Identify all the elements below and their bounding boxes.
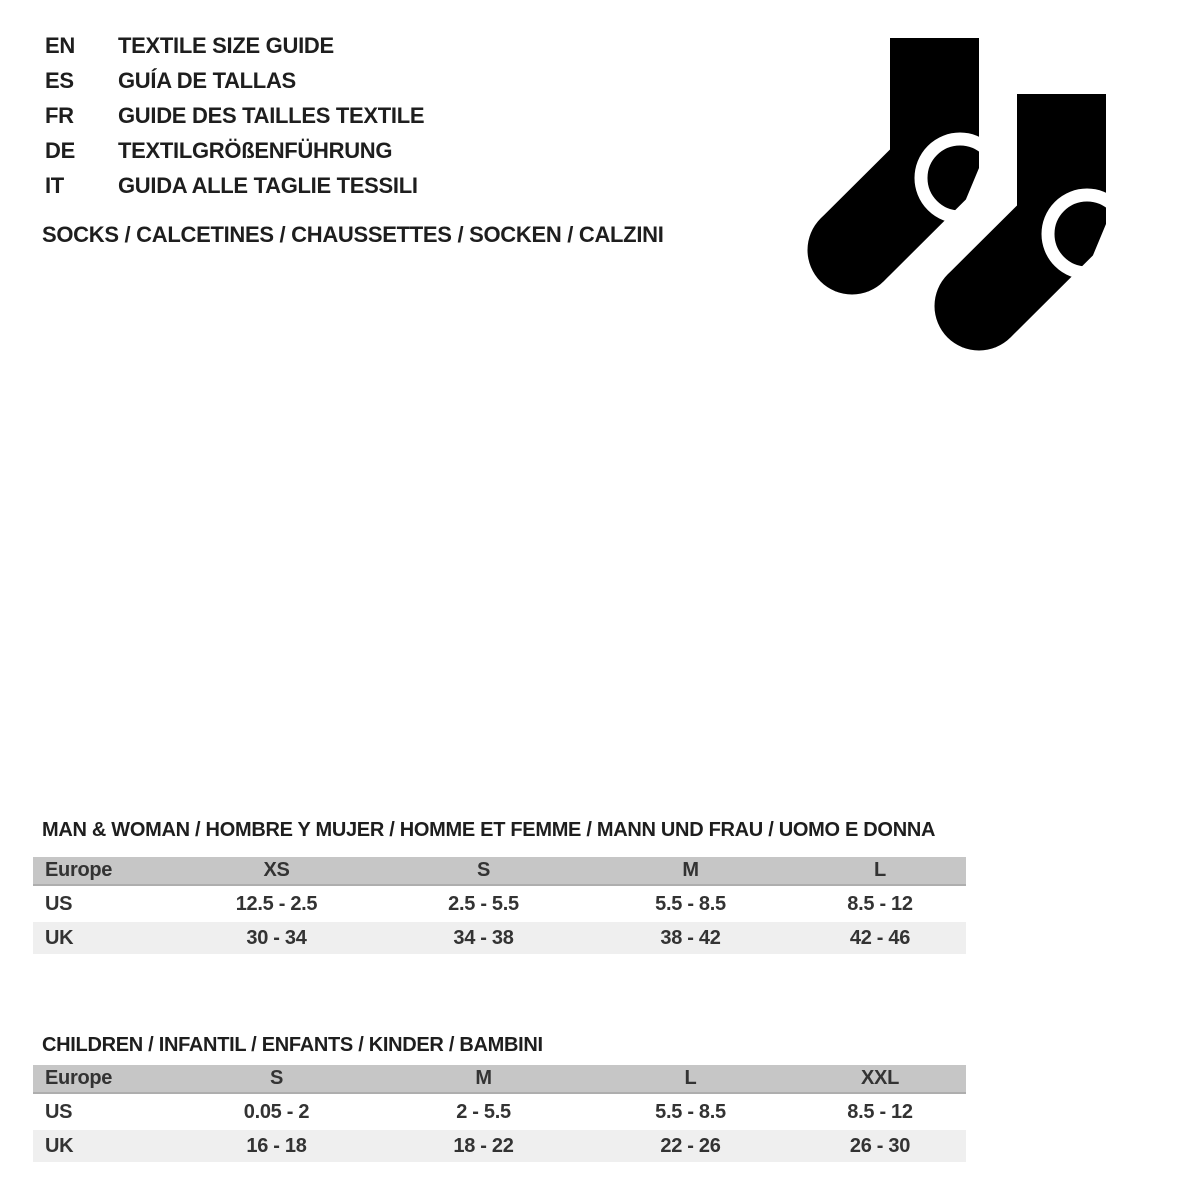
size-cell: 38 - 42 bbox=[660, 926, 721, 949]
product-category-title: SOCKS / CALCETINES / CHAUSSETTES / SOCKEN / CALZINI bbox=[42, 222, 664, 247]
header-cell-size: L bbox=[874, 859, 886, 881]
table-header-row bbox=[33, 857, 966, 886]
table-row-us bbox=[33, 888, 966, 920]
header-cell-size: L bbox=[684, 1067, 697, 1089]
language-row bbox=[45, 98, 424, 133]
socks-icon-svg bbox=[790, 20, 1160, 370]
region-cell: UK bbox=[45, 1134, 74, 1157]
language-title: TEXTILE SIZE GUIDE bbox=[118, 33, 334, 58]
header-cell-size: S bbox=[269, 1067, 284, 1089]
size-cell: 12.5 - 2.5 bbox=[235, 892, 318, 915]
language-code: DE bbox=[45, 138, 75, 163]
header-cell-size: M bbox=[682, 859, 699, 881]
language-code: EN bbox=[45, 33, 75, 58]
table-row-uk bbox=[33, 1130, 966, 1162]
size-table-children bbox=[33, 1065, 966, 1164]
size-cell: 16 - 18 bbox=[246, 1134, 307, 1157]
language-row bbox=[45, 133, 424, 168]
language-row bbox=[45, 168, 424, 203]
size-cell: 30 - 34 bbox=[246, 926, 307, 949]
size-cell: 8.5 - 12 bbox=[847, 1100, 913, 1123]
size-cell: 0.05 - 2 bbox=[243, 1100, 310, 1123]
header-cell-size: XS bbox=[263, 859, 290, 881]
header-cell-region: Europe bbox=[45, 859, 113, 881]
language-row bbox=[45, 28, 424, 63]
language-code: IT bbox=[45, 173, 64, 198]
language-title: GUIDE DES TAILLES TEXTILE bbox=[118, 103, 425, 128]
size-cell: 18 - 22 bbox=[453, 1134, 514, 1157]
socks-icon bbox=[790, 20, 1160, 370]
table-row-uk bbox=[33, 922, 966, 954]
region-cell: US bbox=[45, 1100, 73, 1123]
size-cell: 26 - 30 bbox=[849, 1134, 911, 1157]
section-title-children: CHILDREN / INFANTIL / ENFANTS / KINDER / BAMBINI bbox=[42, 1034, 543, 1056]
header-cell-size: S bbox=[476, 859, 491, 881]
size-cell: 2.5 - 5.5 bbox=[448, 892, 519, 915]
table-row-us bbox=[33, 1096, 966, 1128]
region-cell: UK bbox=[45, 926, 74, 949]
size-cell: 2 - 5.5 bbox=[456, 1100, 511, 1123]
language-list bbox=[45, 28, 424, 203]
size-cell: 34 - 38 bbox=[453, 926, 514, 949]
size-cell: 8.5 - 12 bbox=[847, 892, 913, 915]
size-cell: 42 - 46 bbox=[849, 926, 911, 949]
header-cell-size: XXL bbox=[861, 1067, 899, 1089]
language-code: FR bbox=[45, 103, 74, 128]
size-table-adults bbox=[33, 857, 966, 956]
header-cell-size: M bbox=[475, 1067, 492, 1089]
table-header-row bbox=[33, 1065, 966, 1094]
size-cell: 5.5 - 8.5 bbox=[655, 892, 726, 915]
language-row bbox=[45, 63, 424, 98]
size-cell: 5.5 - 8.5 bbox=[655, 1100, 726, 1123]
header-cell-region: Europe bbox=[45, 1067, 113, 1089]
section-title-adults: MAN & WOMAN / HOMBRE Y MUJER / HOMME ET FEMME / MANN UND FRAU / UOMO E DONNA bbox=[42, 819, 936, 841]
language-title: GUÍA DE TALLAS bbox=[118, 68, 296, 93]
language-title: TEXTILGRÖßENFÜHRUNG bbox=[118, 138, 393, 163]
region-cell: US bbox=[45, 892, 73, 915]
language-title: GUIDA ALLE TAGLIE TESSILI bbox=[118, 173, 418, 198]
size-cell: 22 - 26 bbox=[660, 1134, 721, 1157]
language-code: ES bbox=[45, 68, 74, 93]
